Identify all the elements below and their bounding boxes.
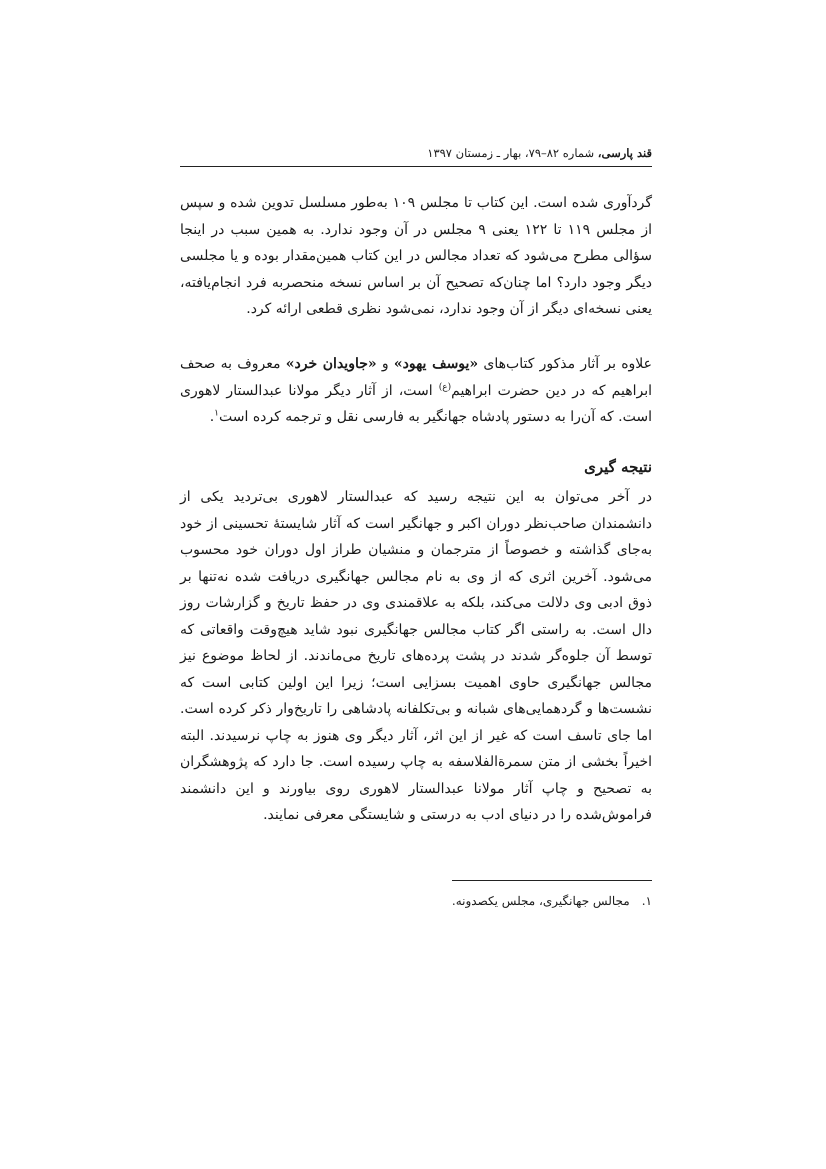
paragraph-2: [180, 351, 652, 431]
footnote-divider: [452, 880, 652, 881]
book-title-yusuf-yahud: «یوسف یهود»: [393, 356, 479, 372]
paragraph-2-end: .: [209, 409, 215, 425]
footnote: [180, 892, 652, 910]
issue-info: شماره ۸۲–۷۹، بهار ـ زمستان ۱۳۹۷: [427, 146, 598, 160]
paragraph-2-part-1: علاوه بر آثار مذکور کتاب‌های: [478, 356, 653, 372]
book-title-javidan-kherad: «جاویدان خرد»: [285, 356, 377, 372]
paragraph-2-part-3: معروف به صحف ابراهیم که در دین حضرت ابراهیم: [180, 356, 652, 399]
paragraph-3-text: در آخر می‌توان به این نتیجه رسید که عبدالستار لاهوری بی‌تردید یکی از دانشمندان صاحب‌نظر دوران اکبر و جهانگیر است که آثار شایستهٔ تحسینی از خود به‌جای گذاشته و خصوصاً از مترجمان و منشیان طراز اول دوران خود محسوب می‌شود. آخرین اثری که از وی به نام مجالس جهانگیری دریافت شده نه‌تنها بر ذوق ادبی وی دلالت می‌کند، بلکه به علاقمندی وی در حفظ تاریخ و گزارشات روز دال است. به راستی اگر کتاب مجالس جهانگیری نبود شاید هیچ‌وقت واقعاتی که توسط آن جلوه‌گر شدند در پشت پرده‌های تاریخ می‌ماندند. از لحاظ موضوع نیز مجالس جهانگیری حاوی اهمیت بسزایی است؛ زیرا این اولین کتابی است که نشست‌ها و گردهمایی‌های شبانه و بی‌تکلفانه پادشاهی را تاریخ‌وار ذکر کرده است. اما جای تاسف است که غیر از این اثر، آثار دیگر وی هنوز به چاپ نرسیدند. البته اخیراً بخشی از متن سمرةالفلاسفه به چاپ رسیده است. جا دارد که پژوهشگران به تصحیح و چاپ آثار مولانا عبدالستار لاهوری روی بیاورند و این دانشمند فراموش‌شده را در دنیای ادب به درستی و شایستگی معرفی نمایند.: [180, 489, 652, 823]
honorific-superscript: (ع): [438, 381, 452, 392]
footnote-text: مجالس جهانگیری، مجلس یکصدونه.: [451, 894, 630, 908]
paragraph-2-text: [180, 351, 652, 431]
paragraph-1: [180, 190, 652, 323]
header-divider: [180, 166, 652, 167]
footnote-number: ۱.: [641, 894, 652, 908]
section-heading: نتیجه گیری: [584, 458, 652, 476]
paragraph-3: [180, 484, 652, 829]
running-header: [180, 145, 652, 161]
paragraph-1-text: گردآوری شده است. این کتاب تا مجلس ۱۰۹ به‌طور مسلسل تدوین شده و سپس از مجلس ۱۱۹ تا ۱۲۲ یعنی ۹ مجلس در آن وجود ندارد. به همین سبب در اینجا سؤالی مطرح می‌شود که تعداد مجالس در این کتاب همین‌مقدار بوده و یا مجلسی دیگر وجود دارد؟ اما چنان‌که تصحیح آن بر اساس نسخه منحصربه فرد انجام‌یافته، یعنی نسخه‌ای دیگر از آن وجود ندارد، نمی‌شود نظری قطعی ارائه کرد.: [180, 195, 653, 317]
paragraph-2-part-2: و: [376, 356, 394, 372]
journal-name: قند پارسی،: [597, 146, 652, 160]
paragraph-2-part-4: است، از آثار دیگر مولانا عبدالستار لاهوری است. که آن‌را به دستور پادشاه جهانگیر به فارسی نقل و ترجمه کرده است: [180, 382, 652, 425]
footnote-reference: ۱: [214, 408, 219, 419]
